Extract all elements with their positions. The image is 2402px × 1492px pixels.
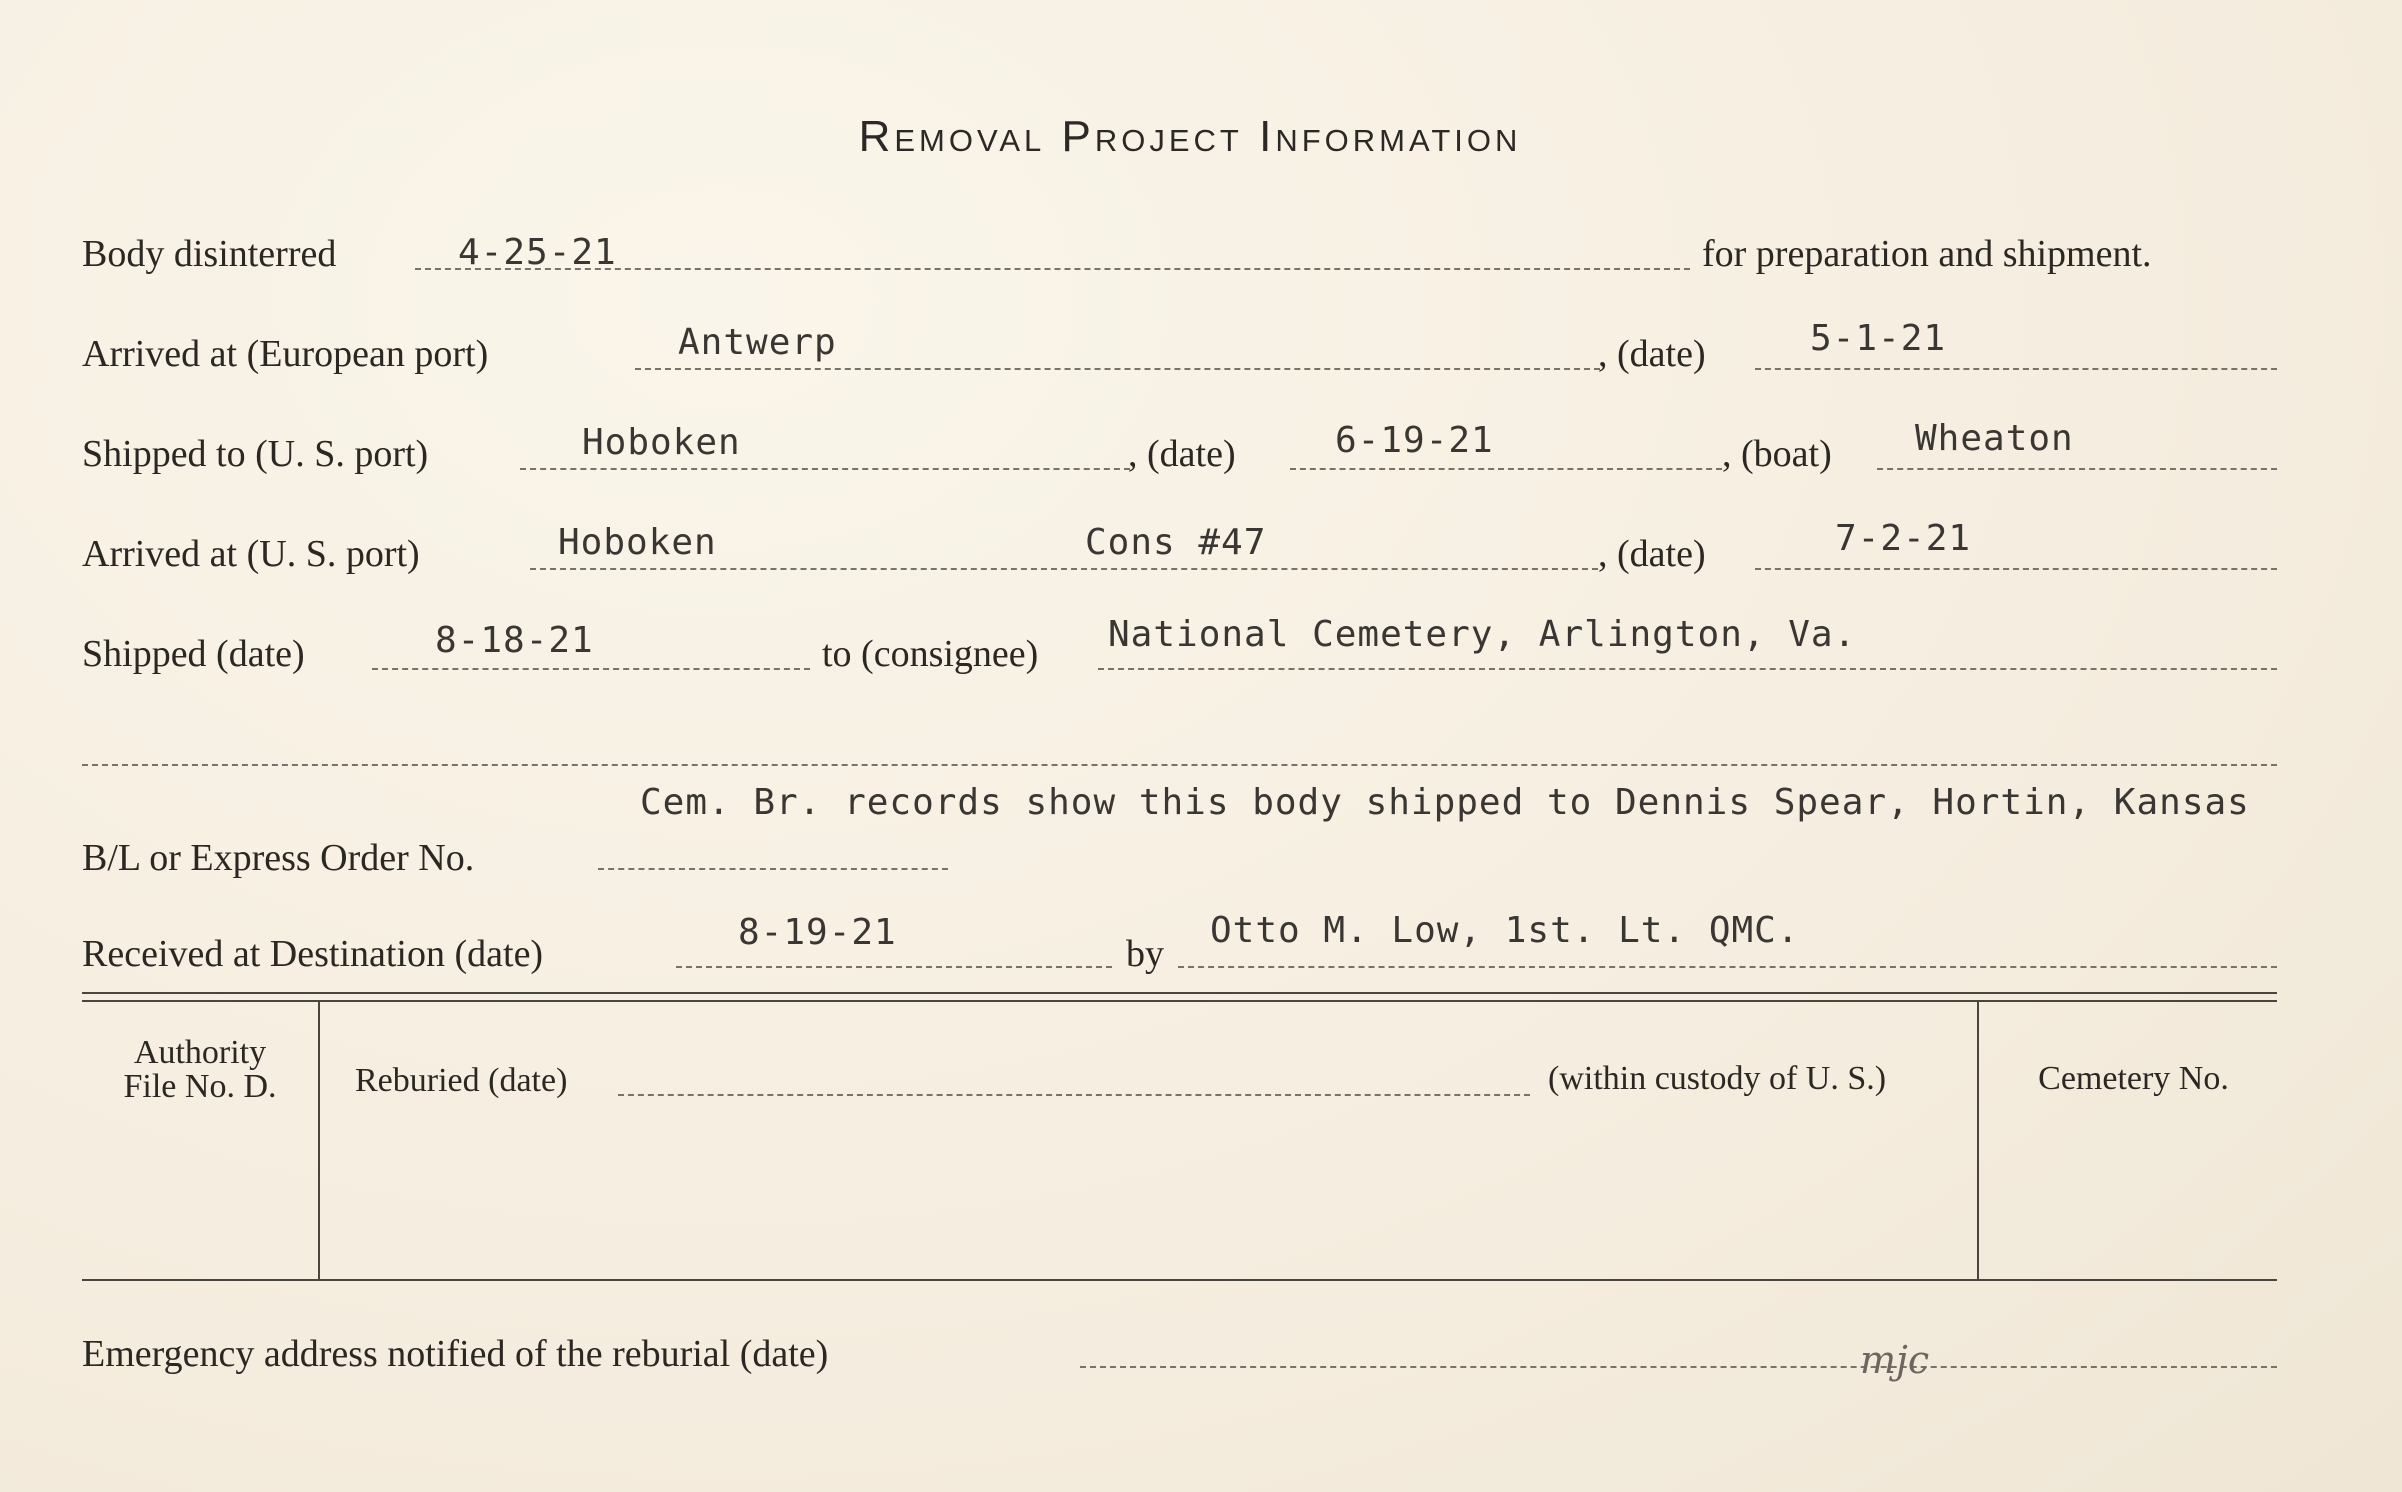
authority-label: Authority — [133, 1034, 267, 1071]
shipped-date-label: Shipped (date) — [82, 633, 305, 675]
european-port-label: Arrived at (European port) — [82, 333, 489, 375]
table-top-rule-2 — [82, 1000, 2277, 1002]
custody-label: (within custody of U. S.) — [1548, 1060, 1887, 1097]
consignment-number: Cons #47 — [1085, 522, 1267, 563]
european-date-value: 5-1-21 — [1810, 318, 1947, 359]
cemetery-branch-note: Cem. Br. records show this body shipped to Dennis Spear, Hortin, Kansas — [640, 782, 2250, 823]
shipped-date-value: 8-18-21 — [435, 620, 594, 661]
european-port-value: Antwerp — [678, 322, 837, 363]
preparation-shipment-label: for preparation and shipment. — [1702, 233, 2152, 275]
received-by-label: by — [1126, 933, 1164, 975]
body-disinterred-value: 4-25-21 — [458, 232, 617, 273]
reburied-label: Reburied (date) — [355, 1062, 568, 1099]
express-order-label: B/L or Express Order No. — [82, 837, 475, 879]
page-title: Removal Project Information — [858, 112, 1522, 161]
file-number-label: File No. D. — [123, 1068, 277, 1105]
us-port-arrived-label: Arrived at (U. S. port) — [82, 533, 420, 575]
received-destination-line — [676, 966, 1112, 968]
us-port-arrived-date-line — [1755, 568, 2277, 570]
consignee-label: to (consignee) — [822, 633, 1039, 675]
express-order-line — [598, 868, 948, 870]
emergency-address-line — [1080, 1366, 2277, 1368]
received-by-value: Otto M. Low, 1st. Lt. QMC. — [1210, 910, 1800, 951]
shipped-date-line — [372, 668, 810, 670]
emergency-address-label: Emergency address notified of the reburial (date) — [82, 1333, 829, 1375]
us-port-arrived-value: Hoboken — [558, 522, 717, 563]
table-divider-left — [318, 1002, 320, 1279]
clerk-initials: mjc — [1860, 1338, 1930, 1382]
us-port-shipped-value: Hoboken — [582, 422, 741, 463]
blank-line — [82, 764, 2277, 766]
table-divider-right — [1977, 1002, 1979, 1279]
body-disinterred-label: Body disinterred — [82, 233, 337, 275]
us-port-arrived-date-value: 7-2-21 — [1835, 518, 1972, 559]
consignee-line — [1098, 668, 2277, 670]
table-top-rule-1 — [82, 992, 2277, 994]
european-date-line — [1755, 368, 2277, 370]
us-port-shipped-date-value: 6-19-21 — [1335, 420, 1494, 461]
consignee-value: National Cemetery, Arlington, Va. — [1108, 614, 1857, 655]
european-port-line — [635, 368, 1600, 370]
cemetery-number-label: Cemetery No. — [2038, 1060, 2229, 1097]
us-port-shipped-date-line — [1290, 468, 1722, 470]
us-port-arrived-line — [530, 568, 1598, 570]
us-port-shipped-date-label: , (date) — [1128, 433, 1236, 475]
reburied-line — [618, 1094, 1530, 1096]
table-bottom-rule — [82, 1279, 2277, 1281]
boat-label: , (boat) — [1722, 433, 1832, 475]
european-date-label: , (date) — [1598, 333, 1706, 375]
us-port-shipped-label: Shipped to (U. S. port) — [82, 433, 429, 475]
boat-value: Wheaton — [1915, 418, 2074, 459]
us-port-arrived-date-label: , (date) — [1598, 533, 1706, 575]
received-by-line — [1178, 966, 2277, 968]
received-destination-label: Received at Destination (date) — [82, 933, 544, 975]
boat-line — [1877, 468, 2277, 470]
received-destination-value: 8-19-21 — [738, 912, 897, 953]
us-port-shipped-line — [520, 468, 1130, 470]
